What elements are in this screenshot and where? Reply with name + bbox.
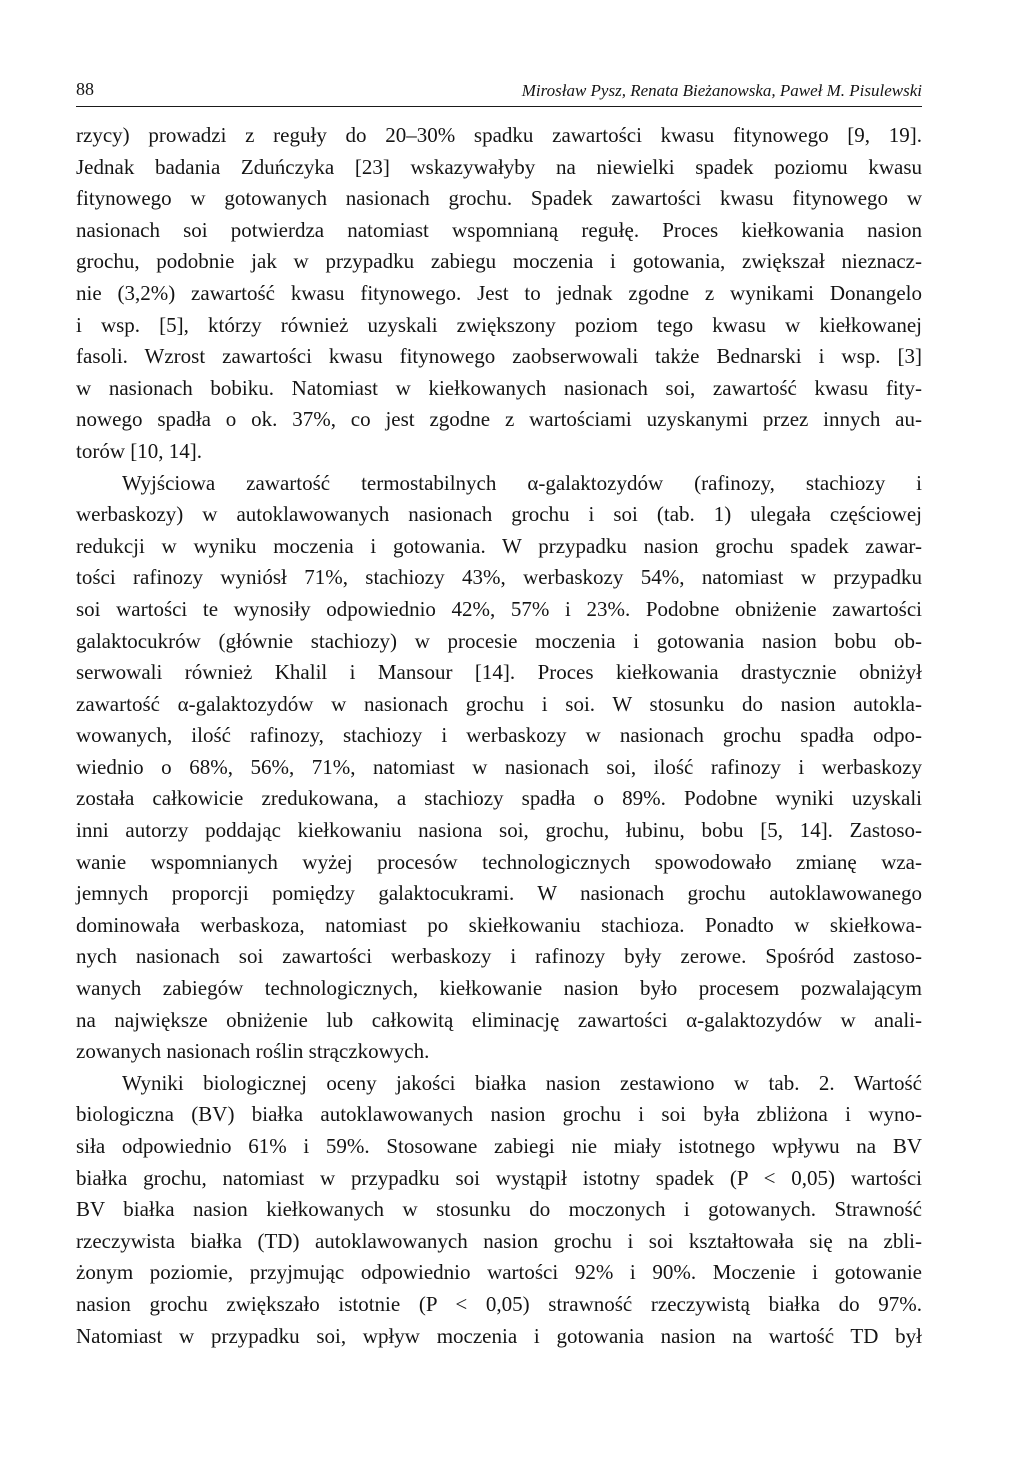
paragraph-galactosides — [76, 468, 922, 1068]
text-line: siła odpowiednio 61% i 59%. Stosowane zabiegi nie miały istotnego wpływu na BV — [76, 1134, 922, 1158]
text-line: zowanych nasionach roślin strączkowych. — [76, 1039, 430, 1064]
page-number: 88 — [76, 79, 94, 99]
text-line: galaktocukrów (głównie stachiozy) w procesie moczenia i gotowania nasion bobu ob- — [76, 628, 922, 653]
text-line: BV białka nasion kiełkowanych w stosunku do moczonych i gotowanych. Strawność — [76, 1197, 922, 1222]
text-line: inni autorzy poddając kiełkowaniu nasiona soi, grochu, łubinu, bobu [5, 14]. Zastoso- — [76, 818, 922, 843]
text-line: Jednak badania Zduńczyka [23] wskazywałyby na niewielki spadek poziomu kwasu — [76, 154, 922, 179]
paragraph-phytic-acid — [76, 120, 922, 468]
paragraph-protein-quality — [76, 1068, 922, 1352]
text-line: białka grochu, natomiast w przypadku soi wystąpił istotny spadek (P < 0,05) wartości — [76, 1165, 922, 1190]
text-line: Wyjściowa zawartość termostabilnych α-galaktozydów (rafinozy, stachiozy i — [122, 470, 922, 495]
text-line: fitynowego w gotowanych nasionach grochu. Spadek zawartości kwasu fitynowego w — [76, 186, 922, 211]
text-line: wanych zabiegów technologicznych, kiełkowanie nasion było procesem pozwalającym — [76, 976, 922, 1001]
text-line: żonym poziomie, przyjmując odpowiednio wartości 92% i 90%. Moczenie i gotowanie — [76, 1260, 922, 1285]
text-line: nasionach soi potwierdza natomiast wspomnianą regułę. Proces kiełkowania nasion — [76, 217, 922, 242]
text-line: werbaskozy) w autoklawowanych nasionach grochu i soi (tab. 1) ulegała częściowej — [76, 502, 922, 527]
text-line: jemnych proporcji pomiędzy galaktocukrami. W nasionach grochu autoklawowanego — [76, 881, 922, 906]
text-line: dominowała werbaskoza, natomiast po skiełkowaniu stachioza. Ponadto w skiełkowa- — [76, 912, 922, 937]
text-line: rzycy) prowadzi z reguły do 20–30% spadku zawartości kwasu fitynowego [9, 19]. — [76, 123, 922, 147]
text-line: została całkowicie zredukowana, a stachiozy spadła o 89%. Podobne wyniki uzyskali — [76, 786, 922, 811]
text-line: nych nasionach soi zawartości werbaskozy i rafinozy były zerowe. Spośród zastoso- — [76, 944, 922, 969]
text-line: biologiczna (BV) białka autoklawowanych nasion grochu i soi była zbliżona i wyno- — [76, 1102, 922, 1127]
text-line: redukcji w wyniku moczenia i gotowania. W przypadku nasion grochu spadek zawar- — [76, 533, 922, 558]
text-line: torów [10, 14]. — [76, 438, 202, 463]
text-line: wanie wspomnianych wyżej procesów technologicznych spowodowało zmianę wza- — [76, 849, 922, 874]
text-line: na największe obniżenie lub całkowitą eliminację zawartości α-galaktozydów w anali- — [76, 1007, 922, 1032]
body-text — [76, 120, 922, 1352]
text-line: wowanych, ilość rafinozy, stachiozy i werbaskozy w nasionach grochu spadła odpo- — [76, 723, 922, 748]
text-line: rzeczywista białka (TD) autoklawowanych nasion grochu i soi kształtowała się na zbli- — [76, 1228, 922, 1253]
text-line: Natomiast w przypadku soi, wpływ moczenia i gotowania nasion na wartość TD był — [76, 1323, 922, 1348]
text-line: tości rafinozy wyniósł 71%, stachiozy 43%, werbaskozy 54%, natomiast w przypadku — [76, 565, 922, 590]
text-line: serwowali również Khalil i Mansour [14]. Proces kiełkowania drastycznie obniżył — [76, 660, 922, 685]
text-line: w nasionach bobiku. Natomiast w kiełkowanych nasionach soi, zawartość kwasu fity- — [76, 375, 922, 400]
text-line: wiednio o 68%, 56%, 71%, natomiast w nasionach soi, ilość rafinozy i werbaskozy — [76, 754, 922, 779]
page-header — [76, 76, 922, 107]
text-line: i wsp. [5], którzy również uzyskali zwiększony poziom tego kwasu w kiełkowanej — [76, 312, 922, 337]
running-head-authors: Mirosław Pysz, Renata Bieżanowska, Paweł M. Pisulewski — [521, 81, 922, 100]
text-line: soi wartości te wynosiły odpowiednio 42%, 57% i 23%. Podobne obniżenie zawartości — [76, 596, 922, 621]
text-line: fasoli. Wzrost zawartości kwasu fitynowego zaobserwowali także Bednarski i wsp. [3] — [76, 344, 922, 369]
text-line: Wyniki biologicznej oceny jakości białka nasion zestawiono w tab. 2. Wartość — [122, 1070, 922, 1095]
text-line: nie (3,2%) zawartość kwasu fitynowego. Jest to jednak zgodne z wynikami Donangelo — [76, 280, 922, 305]
text-line: nasion grochu zwiększało istotnie (P < 0,05) strawność rzeczywistą białka do 97%. — [76, 1291, 922, 1316]
text-line: nowego spadła o ok. 37%, co jest zgodne z wartościami uzyskanymi przez innych au- — [76, 407, 922, 432]
text-line: grochu, podobnie jak w przypadku zabiegu moczenia i gotowania, zwiększał nieznacz- — [76, 249, 922, 274]
text-line: zawartość α-galaktozydów w nasionach grochu i soi. W stosunku do nasion autokla- — [76, 691, 922, 716]
